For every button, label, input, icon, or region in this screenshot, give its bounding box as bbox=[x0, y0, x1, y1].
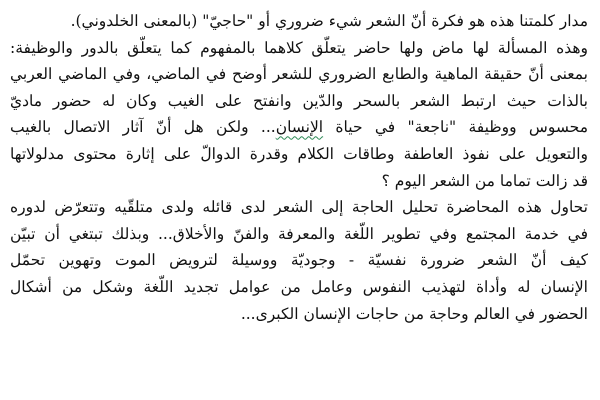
text-line: مدار كلمتنا هذه هو فكرة أنّ الشعر شيء ضروري أو "حاجيّ" (بالمعنى الخلدوني). bbox=[70, 12, 588, 30]
text-line: في خدمة المجتمع وفي تطوير اللّغة والمعرفة والفنّ والأخلاق... وبذلك تبتغي أن تبيّن bbox=[10, 224, 588, 243]
text-line: الإنسان له وأداة لتهذيب النفوس وعامل من عوامل تجديد اللّغة وشكل من أشكال bbox=[10, 277, 588, 296]
text-line bbox=[10, 114, 588, 141]
text-line: تحاول هذه المحاضرة تحليل الحاجة إلى الشعر لدى قائله ولدى متلقّيه وتتعرّض لدوره bbox=[10, 198, 588, 217]
text-segment: محسوس ووظيفة "ناجعة" في حياة bbox=[323, 118, 588, 137]
text-line: الحضور في العالم وحاجة من حاجات الإنسان الكبرى... bbox=[240, 304, 588, 323]
text-line: وهذه المسألة لها ماض ولها حاضر يتعلّق كلاهما بالمفهوم كما يتعلّق بالدور والوظيفة: bbox=[10, 38, 588, 57]
text-line: بالذات حيث ارتبط الشعر بالسحر والدّين وانفتح على الغيب وكان له حضور ماديّ bbox=[10, 91, 588, 110]
text-line: والتعويل على نفوذ العاطفة وطاقات الكلام وقدرة الدوالّ على إثارة محتوى مدلولاتها bbox=[10, 144, 588, 163]
text-segment: ... ولكن هل أنّ آثار الاتصال بالغيب bbox=[10, 118, 276, 137]
text-line: بمعنى أنّ حقيقة الماهية والطابع الضروري للشعر أوضح في الماضي، وفي الماضي العربي bbox=[10, 65, 588, 84]
text-line: كيف أنّ الشعر ضرورة نفسيّة - وجوديّة ووسيلة لترويض الموت وتهوين تحمّل bbox=[10, 251, 588, 270]
spellcheck-flagged-word[interactable]: الإنسان bbox=[275, 118, 324, 137]
text-line: قد زالت تماما من الشعر اليوم ؟ bbox=[381, 171, 588, 190]
